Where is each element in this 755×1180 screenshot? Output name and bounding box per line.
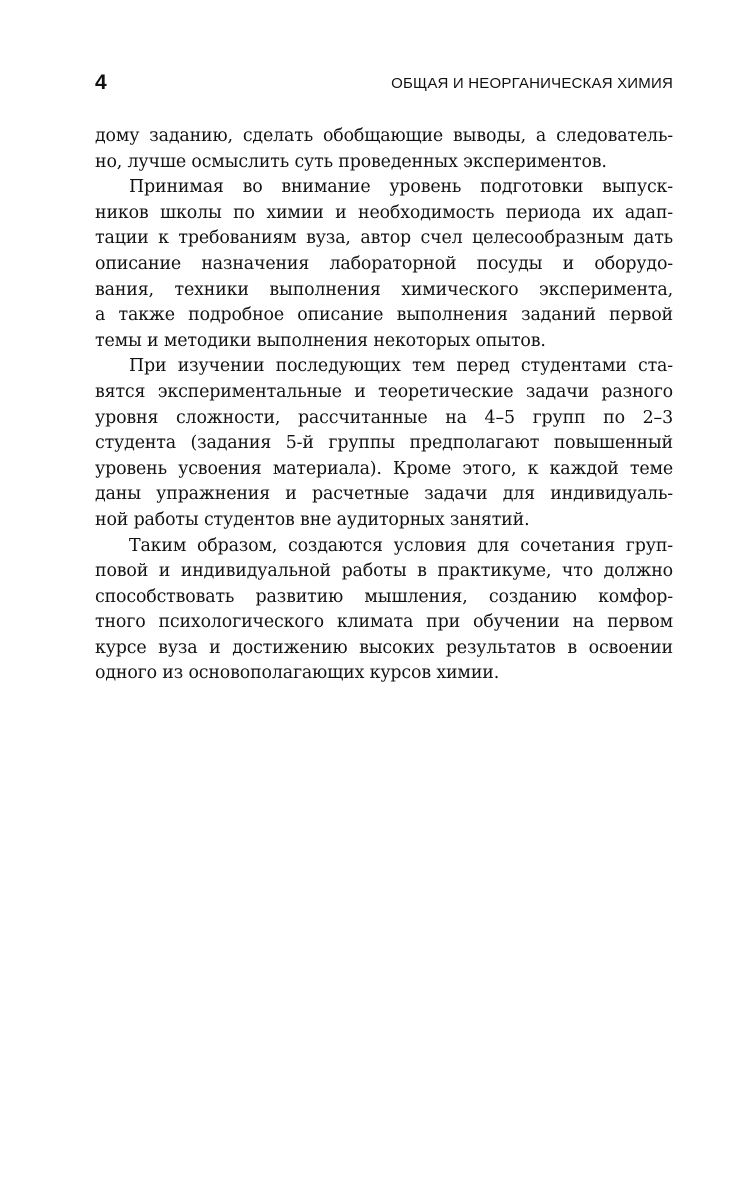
- text-line: студента (задания 5-й группы предполагают повышенный: [95, 433, 673, 454]
- text-line: вания, техники выполнения химического эксперимента,: [95, 279, 673, 300]
- page-number: 4: [95, 71, 107, 94]
- text-line: тного психологического климата при обучении на первом: [95, 612, 673, 633]
- text-line: даны упражнения и расчетные задачи для индивидуаль-: [95, 484, 673, 505]
- text-line: ной работы студентов вне аудиторных занятий.: [95, 509, 530, 530]
- text-line: а также подробное описание выполнения заданий первой: [95, 305, 673, 326]
- text-line: темы и методики выполнения некоторых опытов.: [95, 330, 546, 351]
- text-line: уровень усвоения материала). Кроме этого, к каждой теме: [95, 458, 673, 479]
- running-title: ОБЩАЯ И НЕОРГАНИЧЕСКАЯ ХИМИЯ: [391, 74, 673, 92]
- page-header: [95, 68, 673, 98]
- text-line: описание назначения лабораторной посуды и оборудо-: [95, 253, 673, 274]
- text-line: повой и индивидуальной работы в практикуме, что должно: [95, 561, 673, 582]
- text-line: тации к требованиям вуза, автор счел целесообразным дать: [95, 228, 673, 249]
- text-line: способствовать развитию мышления, созданию комфор-: [95, 586, 673, 607]
- body-text: [95, 124, 673, 687]
- text-line: курсе вуза и достижению высоких результатов в освоении: [95, 637, 673, 658]
- paragraph-first-line: При изучении последующих тем перед студентами ста-: [129, 356, 673, 377]
- paragraph-first-line: Принимая во внимание уровень подготовки выпуск-: [129, 177, 673, 198]
- text-line: ников школы по химии и необходимость периода их адап-: [95, 202, 673, 223]
- text-line: уровня сложности, рассчитанные на 4–5 групп по 2–3: [95, 407, 673, 428]
- text-line: но, лучше осмыслить суть проведенных экспериментов.: [95, 151, 607, 172]
- paragraph-first-line: Таким образом, создаются условия для сочетания груп-: [129, 535, 673, 556]
- text-line: вятся экспериментальные и теоретические задачи разного: [95, 381, 673, 402]
- text-line: одного из основополагающих курсов химии.: [95, 663, 500, 684]
- text-line: дому заданию, сделать обобщающие выводы, а следователь-: [95, 126, 673, 146]
